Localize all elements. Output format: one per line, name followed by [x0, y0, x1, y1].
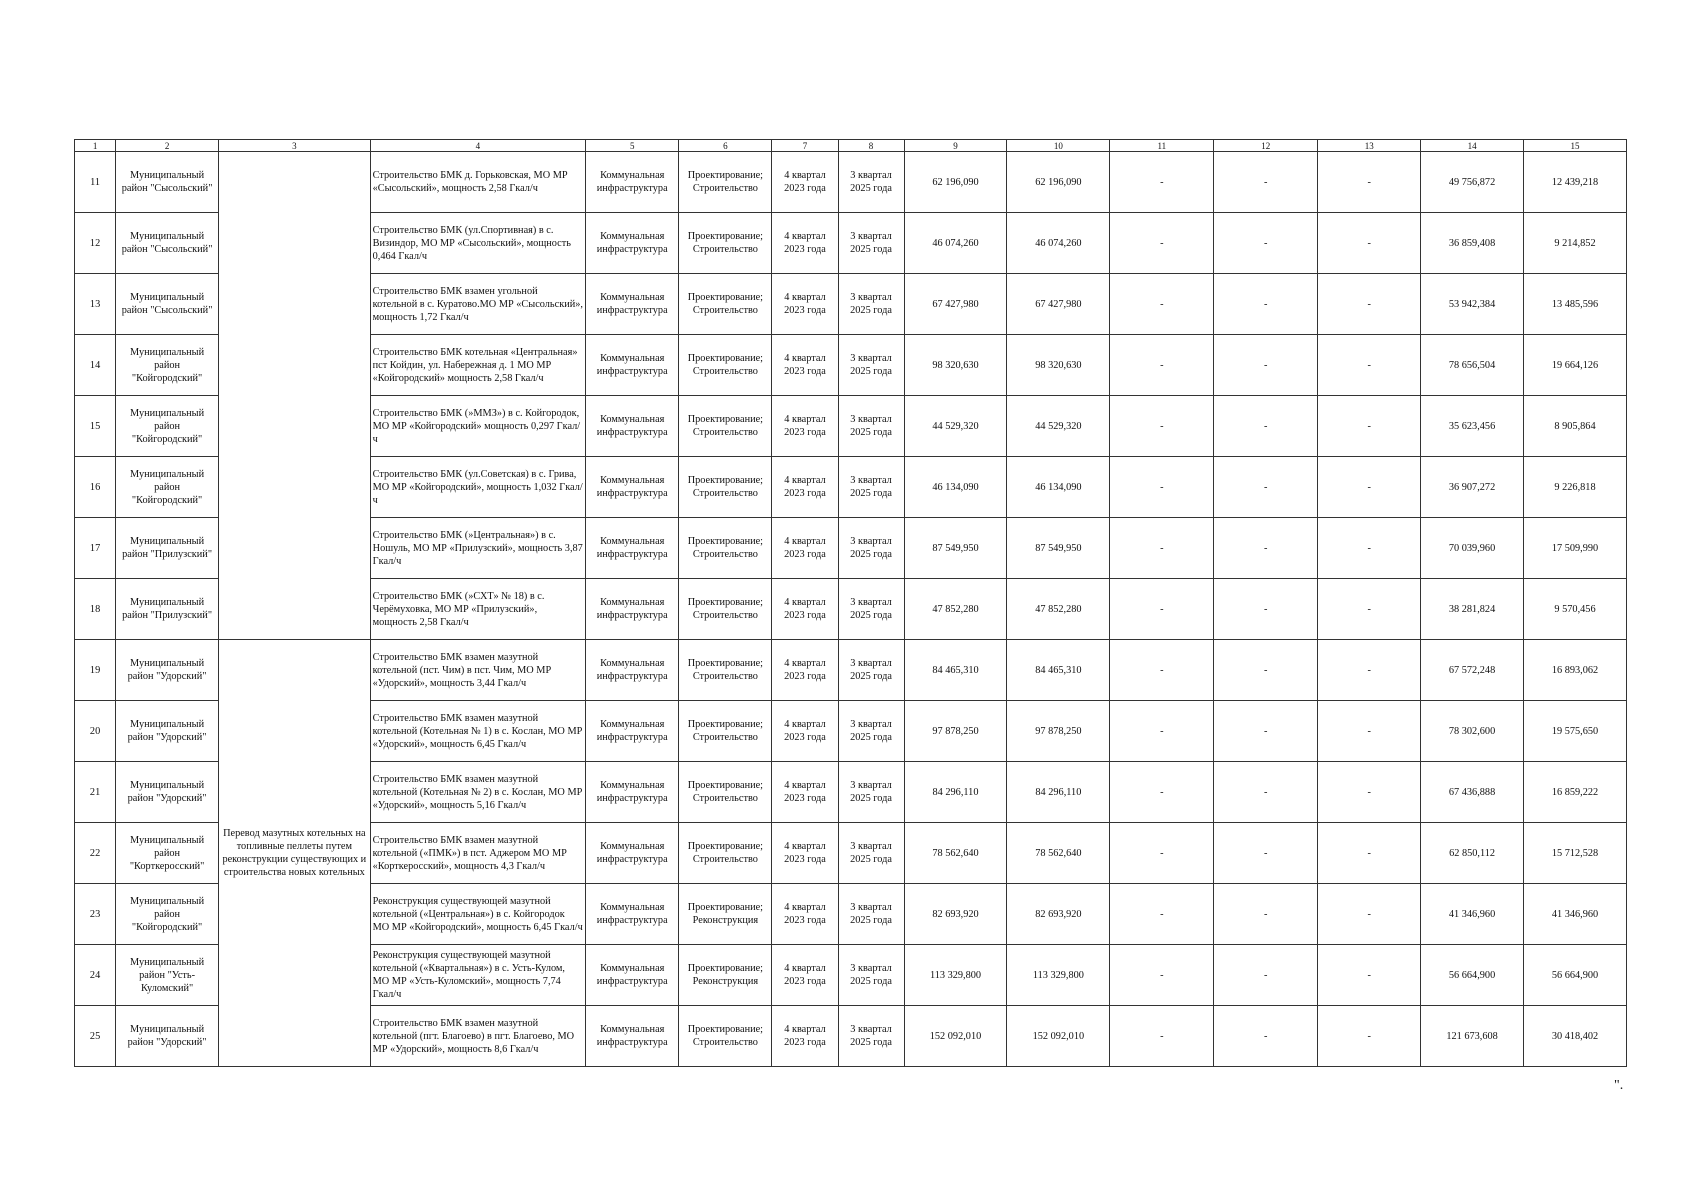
end-period-cell: 3 квартал 2025 года — [838, 762, 904, 823]
row-number: 18 — [75, 579, 116, 640]
col-header-9: 9 — [904, 140, 1007, 152]
cost-col14-cell: 35 623,456 — [1421, 396, 1524, 457]
sphere-cell: Коммунальная инфраструктура — [586, 1006, 679, 1067]
description-cell: Строительство БМК взамен угольной котельной в с. Куратово.МО МР «Сысольский», мощность 1,72 Гкал/ч — [370, 274, 586, 335]
district-cell: Муниципальный район "Удорский" — [116, 762, 219, 823]
cost-col11-cell: - — [1110, 579, 1214, 640]
description-cell: Строительство БМК взамен мазутной котельной (пст. Чим) в пст. Чим, МО МР «Удорский», мощность 3,44 Гкал/ч — [370, 640, 586, 701]
cost-col15-cell: 56 664,900 — [1524, 945, 1627, 1006]
cost-total-cell: 46 134,090 — [904, 457, 1007, 518]
end-period-cell: 3 квартал 2025 года — [838, 274, 904, 335]
cost-col13-cell: - — [1318, 701, 1421, 762]
start-period-cell: 4 квартал 2023 года — [772, 152, 838, 213]
description-cell: Реконструкция существующей мазутной котельной («Центральная») в с. Койгородок МО МР «Койгородский», мощность 6,45 Гкал/ч — [370, 884, 586, 945]
stage-cell: Проектирование; Строительство — [679, 274, 772, 335]
stage-cell: Проектирование; Реконструкция — [679, 945, 772, 1006]
col-header-7: 7 — [772, 140, 838, 152]
cost-col13-cell: - — [1318, 457, 1421, 518]
col-header-1: 1 — [75, 140, 116, 152]
cost-col10-cell: 82 693,920 — [1007, 884, 1110, 945]
row-number: 24 — [75, 945, 116, 1006]
district-cell: Муниципальный район "Удорский" — [116, 1006, 219, 1067]
cost-col10-cell: 46 134,090 — [1007, 457, 1110, 518]
end-period-cell: 3 квартал 2025 года — [838, 1006, 904, 1067]
cost-total-cell: 44 529,320 — [904, 396, 1007, 457]
cost-total-cell: 98 320,630 — [904, 335, 1007, 396]
cost-col14-cell: 49 756,872 — [1421, 152, 1524, 213]
stage-cell: Проектирование; Строительство — [679, 457, 772, 518]
cost-col13-cell: - — [1318, 396, 1421, 457]
cost-col12-cell: - — [1214, 823, 1318, 884]
sphere-cell: Коммунальная инфраструктура — [586, 335, 679, 396]
cost-col12-cell: - — [1214, 457, 1318, 518]
col-header-10: 10 — [1007, 140, 1110, 152]
row-number: 21 — [75, 762, 116, 823]
description-cell: Строительство БМК (ул.Советская) в с. Грива, МО МР «Койгородский», мощность 1,032 Гкал/ч — [370, 457, 586, 518]
start-period-cell: 4 квартал 2023 года — [772, 335, 838, 396]
cost-col12-cell: - — [1214, 579, 1318, 640]
cost-col12-cell: - — [1214, 945, 1318, 1006]
cost-col15-cell: 9 570,456 — [1524, 579, 1627, 640]
end-period-cell: 3 квартал 2025 года — [838, 701, 904, 762]
cost-total-cell: 97 878,250 — [904, 701, 1007, 762]
cost-total-cell: 87 549,950 — [904, 518, 1007, 579]
cost-col15-cell: 16 893,062 — [1524, 640, 1627, 701]
cost-col15-cell: 9 226,818 — [1524, 457, 1627, 518]
row-number: 12 — [75, 213, 116, 274]
cost-col15-cell: 13 485,596 — [1524, 274, 1627, 335]
cost-total-cell: 113 329,800 — [904, 945, 1007, 1006]
row-number: 14 — [75, 335, 116, 396]
stage-cell: Проектирование; Строительство — [679, 396, 772, 457]
stage-cell: Проектирование; Строительство — [679, 579, 772, 640]
col-header-5: 5 — [586, 140, 679, 152]
end-period-cell: 3 квартал 2025 года — [838, 457, 904, 518]
cost-total-cell: 84 296,110 — [904, 762, 1007, 823]
start-period-cell: 4 квартал 2023 года — [772, 579, 838, 640]
cost-col15-cell: 30 418,402 — [1524, 1006, 1627, 1067]
end-period-cell: 3 квартал 2025 года — [838, 213, 904, 274]
measure-cell: Перевод мазутных котельных на топливные пеллеты путем реконструкции существующих и строительства новых котельных — [219, 640, 371, 1067]
cost-col11-cell: - — [1110, 213, 1214, 274]
cost-col12-cell: - — [1214, 518, 1318, 579]
cost-col10-cell: 78 562,640 — [1007, 823, 1110, 884]
row-number: 17 — [75, 518, 116, 579]
end-period-cell: 3 квартал 2025 года — [838, 396, 904, 457]
cost-col10-cell: 46 074,260 — [1007, 213, 1110, 274]
cost-col10-cell: 84 296,110 — [1007, 762, 1110, 823]
cost-total-cell: 67 427,980 — [904, 274, 1007, 335]
col-header-14: 14 — [1421, 140, 1524, 152]
cost-col14-cell: 121 673,608 — [1421, 1006, 1524, 1067]
cost-col10-cell: 98 320,630 — [1007, 335, 1110, 396]
cost-col13-cell: - — [1318, 884, 1421, 945]
col-header-8: 8 — [838, 140, 904, 152]
row-number: 20 — [75, 701, 116, 762]
sphere-cell: Коммунальная инфраструктура — [586, 213, 679, 274]
cost-col11-cell: - — [1110, 640, 1214, 701]
end-period-cell: 3 квартал 2025 года — [838, 945, 904, 1006]
start-period-cell: 4 квартал 2023 года — [772, 457, 838, 518]
description-cell: Строительство БМК котельная «Центральная» пст Койдин, ул. Набережная д. 1 МО МР «Койгородский» мощность 2,58 Гкал/ч — [370, 335, 586, 396]
table-body — [75, 152, 1627, 1067]
cost-col13-cell: - — [1318, 152, 1421, 213]
col-header-2: 2 — [116, 140, 219, 152]
district-cell: Муниципальный район "Койгородский" — [116, 335, 219, 396]
description-cell: Строительство БМК (»Центральная») в с. Ношуль, МО МР «Прилузский», мощность 3,87 Гкал/ч — [370, 518, 586, 579]
cost-col10-cell: 67 427,980 — [1007, 274, 1110, 335]
description-cell: Строительство БМК (ул.Спортивная) в с. Визиндор, МО МР «Сысольский», мощность 0,464 Гкал/ч — [370, 213, 586, 274]
start-period-cell: 4 квартал 2023 года — [772, 1006, 838, 1067]
description-cell: Строительство БМК (»ММЗ») в с. Койгородок, МО МР «Койгородский» мощность 0,297 Гкал/ч — [370, 396, 586, 457]
cost-col12-cell: - — [1214, 762, 1318, 823]
cost-col11-cell: - — [1110, 884, 1214, 945]
end-period-cell: 3 квартал 2025 года — [838, 335, 904, 396]
sphere-cell: Коммунальная инфраструктура — [586, 640, 679, 701]
col-header-11: 11 — [1110, 140, 1214, 152]
description-cell: Строительство БМК (»СХТ» № 18) в с. Черёмуховка, МО МР «Прилузский», мощность 2,58 Гкал/ч — [370, 579, 586, 640]
sphere-cell: Коммунальная инфраструктура — [586, 579, 679, 640]
cost-col11-cell: - — [1110, 457, 1214, 518]
stage-cell: Проектирование; Строительство — [679, 518, 772, 579]
stage-cell: Проектирование; Строительство — [679, 152, 772, 213]
start-period-cell: 4 квартал 2023 года — [772, 518, 838, 579]
sphere-cell: Коммунальная инфраструктура — [586, 274, 679, 335]
description-cell: Строительство БМК взамен мазутной котельной (пгт. Благоево) в пгт. Благоево, МО МР «Удорский», мощность 8,6 Гкал/ч — [370, 1006, 586, 1067]
sphere-cell: Коммунальная инфраструктура — [586, 823, 679, 884]
col-header-4: 4 — [370, 140, 586, 152]
cost-col12-cell: - — [1214, 884, 1318, 945]
sphere-cell: Коммунальная инфраструктура — [586, 518, 679, 579]
cost-col11-cell: - — [1110, 701, 1214, 762]
start-period-cell: 4 квартал 2023 года — [772, 274, 838, 335]
stage-cell: Проектирование; Строительство — [679, 640, 772, 701]
start-period-cell: 4 квартал 2023 года — [772, 823, 838, 884]
cost-col14-cell: 70 039,960 — [1421, 518, 1524, 579]
stage-cell: Проектирование; Строительство — [679, 335, 772, 396]
cost-col11-cell: - — [1110, 945, 1214, 1006]
cost-col11-cell: - — [1110, 518, 1214, 579]
col-header-3: 3 — [219, 140, 371, 152]
cost-col14-cell: 53 942,384 — [1421, 274, 1524, 335]
sphere-cell: Коммунальная инфраструктура — [586, 945, 679, 1006]
cost-col14-cell: 38 281,824 — [1421, 579, 1524, 640]
description-cell: Строительство БМК взамен мазутной котельной (Котельная № 1) в с. Кослан, МО МР «Удорский», мощность 6,45 Гкал/ч — [370, 701, 586, 762]
sphere-cell: Коммунальная инфраструктура — [586, 762, 679, 823]
cost-col11-cell: - — [1110, 335, 1214, 396]
col-header-15: 15 — [1524, 140, 1627, 152]
sphere-cell: Коммунальная инфраструктура — [586, 152, 679, 213]
cost-col13-cell: - — [1318, 823, 1421, 884]
cost-col12-cell: - — [1214, 213, 1318, 274]
stage-cell: Проектирование; Строительство — [679, 701, 772, 762]
cost-col13-cell: - — [1318, 518, 1421, 579]
cost-col15-cell: 16 859,222 — [1524, 762, 1627, 823]
header-row — [75, 140, 1627, 152]
row-number: 22 — [75, 823, 116, 884]
row-number: 19 — [75, 640, 116, 701]
description-cell: Строительство БМК взамен мазутной котельной («ПМК») в пст. Аджером МО МР «Корткеросский», мощность 4,3 Гкал/ч — [370, 823, 586, 884]
cost-col12-cell: - — [1214, 1006, 1318, 1067]
end-period-cell: 3 квартал 2025 года — [838, 823, 904, 884]
cost-col11-cell: - — [1110, 274, 1214, 335]
stage-cell: Проектирование; Реконструкция — [679, 884, 772, 945]
row-number: 13 — [75, 274, 116, 335]
cost-col11-cell: - — [1110, 396, 1214, 457]
sphere-cell: Коммунальная инфраструктура — [586, 884, 679, 945]
cost-col13-cell: - — [1318, 640, 1421, 701]
cost-col10-cell: 87 549,950 — [1007, 518, 1110, 579]
cost-col14-cell: 56 664,900 — [1421, 945, 1524, 1006]
description-cell: Реконструкция существующей мазутной котельной («Квартальная») в с. Усть-Кулом, МО МР «Усть-Куломский», мощность 7,74 Гкал/ч — [370, 945, 586, 1006]
district-cell: Муниципальный район "Удорский" — [116, 640, 219, 701]
cost-total-cell: 78 562,640 — [904, 823, 1007, 884]
cost-total-cell: 84 465,310 — [904, 640, 1007, 701]
start-period-cell: 4 квартал 2023 года — [772, 213, 838, 274]
end-period-cell: 3 квартал 2025 года — [838, 579, 904, 640]
cost-col14-cell: 78 302,600 — [1421, 701, 1524, 762]
cost-col14-cell: 78 656,504 — [1421, 335, 1524, 396]
cost-col12-cell: - — [1214, 640, 1318, 701]
cost-col13-cell: - — [1318, 945, 1421, 1006]
cost-col12-cell: - — [1214, 335, 1318, 396]
district-cell: Муниципальный район "Удорский" — [116, 701, 219, 762]
cost-col10-cell: 97 878,250 — [1007, 701, 1110, 762]
start-period-cell: 4 квартал 2023 года — [772, 884, 838, 945]
cost-col14-cell: 41 346,960 — [1421, 884, 1524, 945]
cost-col13-cell: - — [1318, 1006, 1421, 1067]
end-period-cell: 3 квартал 2025 года — [838, 152, 904, 213]
row-number: 11 — [75, 152, 116, 213]
cost-col10-cell: 113 329,800 — [1007, 945, 1110, 1006]
cost-col13-cell: - — [1318, 579, 1421, 640]
description-cell: Строительство БМК взамен мазутной котельной (Котельная № 2) в с. Кослан, МО МР «Удорский», мощность 5,16 Гкал/ч — [370, 762, 586, 823]
start-period-cell: 4 квартал 2023 года — [772, 945, 838, 1006]
cost-col15-cell: 12 439,218 — [1524, 152, 1627, 213]
description-cell: Строительство БМК д. Горьковская, МО МР «Сысольский», мощность 2,58 Гкал/ч — [370, 152, 586, 213]
cost-col15-cell: 9 214,852 — [1524, 213, 1627, 274]
sphere-cell: Коммунальная инфраструктура — [586, 701, 679, 762]
cost-col14-cell: 67 436,888 — [1421, 762, 1524, 823]
col-header-6: 6 — [679, 140, 772, 152]
district-cell: Муниципальный район "Усть-Куломский" — [116, 945, 219, 1006]
district-cell: Муниципальный район "Сысольский" — [116, 213, 219, 274]
cost-col10-cell: 44 529,320 — [1007, 396, 1110, 457]
cost-col12-cell: - — [1214, 152, 1318, 213]
district-cell: Муниципальный район "Прилузский" — [116, 579, 219, 640]
cost-col12-cell: - — [1214, 274, 1318, 335]
cost-col11-cell: - — [1110, 823, 1214, 884]
stage-cell: Проектирование; Строительство — [679, 762, 772, 823]
document-table — [74, 139, 1627, 1067]
district-cell: Муниципальный район "Прилузский" — [116, 518, 219, 579]
cost-col11-cell: - — [1110, 762, 1214, 823]
cost-total-cell: 62 196,090 — [904, 152, 1007, 213]
cost-col15-cell: 41 346,960 — [1524, 884, 1627, 945]
start-period-cell: 4 квартал 2023 года — [772, 640, 838, 701]
cost-col10-cell: 62 196,090 — [1007, 152, 1110, 213]
cost-col10-cell: 152 092,010 — [1007, 1006, 1110, 1067]
cost-total-cell: 47 852,280 — [904, 579, 1007, 640]
cost-col15-cell: 8 905,864 — [1524, 396, 1627, 457]
cost-col13-cell: - — [1318, 762, 1421, 823]
cost-col15-cell: 19 575,650 — [1524, 701, 1627, 762]
cost-total-cell: 82 693,920 — [904, 884, 1007, 945]
cost-col12-cell: - — [1214, 701, 1318, 762]
end-period-cell: 3 квартал 2025 года — [838, 518, 904, 579]
district-cell: Муниципальный район "Койгородский" — [116, 457, 219, 518]
row-number: 15 — [75, 396, 116, 457]
cost-col15-cell: 17 509,990 — [1524, 518, 1627, 579]
row-number: 23 — [75, 884, 116, 945]
cost-col14-cell: 67 572,248 — [1421, 640, 1524, 701]
sphere-cell: Коммунальная инфраструктура — [586, 396, 679, 457]
cost-col14-cell: 36 859,408 — [1421, 213, 1524, 274]
cost-total-cell: 152 092,010 — [904, 1006, 1007, 1067]
cost-col14-cell: 62 850,112 — [1421, 823, 1524, 884]
col-header-13: 13 — [1318, 140, 1421, 152]
table-row — [75, 640, 1627, 701]
row-number: 16 — [75, 457, 116, 518]
row-number: 25 — [75, 1006, 116, 1067]
cost-col13-cell: - — [1318, 274, 1421, 335]
district-cell: Муниципальный район "Койгородский" — [116, 884, 219, 945]
end-period-cell: 3 квартал 2025 года — [838, 640, 904, 701]
stage-cell: Проектирование; Строительство — [679, 823, 772, 884]
table-row — [75, 152, 1627, 213]
district-cell: Муниципальный район "Корткеросский" — [116, 823, 219, 884]
cost-col10-cell: 84 465,310 — [1007, 640, 1110, 701]
sphere-cell: Коммунальная инфраструктура — [586, 457, 679, 518]
stage-cell: Проектирование; Строительство — [679, 213, 772, 274]
start-period-cell: 4 квартал 2023 года — [772, 762, 838, 823]
cost-col14-cell: 36 907,272 — [1421, 457, 1524, 518]
cost-col11-cell: - — [1110, 1006, 1214, 1067]
district-cell: Муниципальный район "Сысольский" — [116, 152, 219, 213]
district-cell: Муниципальный район "Койгородский" — [116, 396, 219, 457]
start-period-cell: 4 квартал 2023 года — [772, 396, 838, 457]
cost-col11-cell: - — [1110, 152, 1214, 213]
cost-col12-cell: - — [1214, 396, 1318, 457]
cost-col15-cell: 15 712,528 — [1524, 823, 1627, 884]
measure-cell-empty — [219, 152, 371, 640]
col-header-12: 12 — [1214, 140, 1318, 152]
cost-total-cell: 46 074,260 — [904, 213, 1007, 274]
stage-cell: Проектирование; Строительство — [679, 1006, 772, 1067]
cost-col13-cell: - — [1318, 213, 1421, 274]
cost-col15-cell: 19 664,126 — [1524, 335, 1627, 396]
district-cell: Муниципальный район "Сысольский" — [116, 274, 219, 335]
end-period-cell: 3 квартал 2025 года — [838, 884, 904, 945]
start-period-cell: 4 квартал 2023 года — [772, 701, 838, 762]
cost-col10-cell: 47 852,280 — [1007, 579, 1110, 640]
closing-quote-mark: ". — [1614, 1078, 1624, 1093]
cost-col13-cell: - — [1318, 335, 1421, 396]
